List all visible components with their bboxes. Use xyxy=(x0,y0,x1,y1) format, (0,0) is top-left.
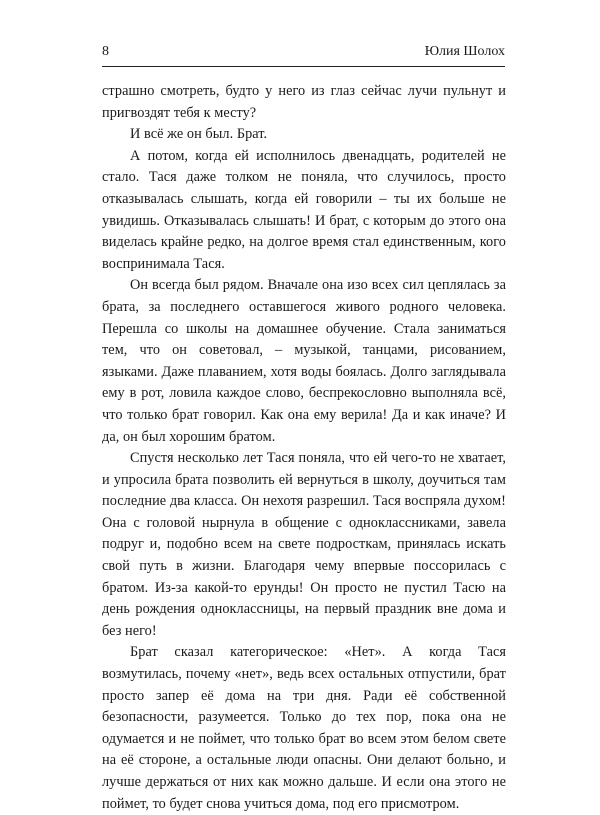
paragraph: страшно смотреть, будто у него из глаз сейчас лучи пульнут и пригвоздят тебя к месту? xyxy=(102,83,506,121)
paragraph: Он всегда был рядом. Вначале она изо всех сил цеплялась за брата, за последнего оставшегося живого родного человека. Перешла со школы на домашнее обучение. Стала заниматься тем, что он советовал, – музыкой, танцами, рисованием, языками. Даже плаванием, хотя воды боялась. Долго заглядывала ему в рот, ловила каждое слово, беспрекословно выполняла всё, что только брат говорил. Как она ему верила! Да и как иначе? И да, он был хорошим братом. xyxy=(102,277,506,445)
paragraph: И всё же он был. Брат. xyxy=(130,126,268,143)
author-name: Юлия Шолох xyxy=(424,44,505,59)
page-body xyxy=(102,81,506,815)
page-number: 8 xyxy=(102,44,109,59)
running-header xyxy=(102,44,505,67)
paragraph: А потом, когда ей исполнилось двенадцать, родителей не стало. Тася даже толком не поняла, что случилось, просто отказывалась слышать, когда ей говорили – ты их больше не увидишь. Отказывалась слышать! И брат, с которым до этого она виделась крайне редко, на долгое время стал единственным, кого воспринимала Тася. xyxy=(102,147,506,272)
paragraph: Спустя несколько лет Тася поняла, что ей чего-то не хватает, и упросила брата позволить ей вернуться в школу, доучиться там последние два класса. Он нехотя разрешил. Тася воспряла духом! Она с головой нырнула в общение с одноклассниками, завела подруг и, подобно всем на свете подросткам, принялась искать свой путь в жизни. Благодаря чему впервые поссорилась с братом. Из-за какой-то ерунды! Он просто не пустил Тасю на день рождения одноклассницы, на первый праздник вне дома и без него! xyxy=(102,450,506,639)
paragraph: Брат сказал категорическое: «Нет». А когда Тася возмутилась, почему «нет», ведь всех остальных отпустили, брат просто запер её дома на три дня. Ради её собственной безопасности, разумеется. Только до тех пор, пока она не одумается и не поймет, что только брат во всем этом белом свете на её стороне, а остальные люди опасны. Они делают больно, и лучше держаться от них как можно дальше. И если она этого не поймет, то будет снова учиться дома, под его присмотром. xyxy=(102,644,506,812)
